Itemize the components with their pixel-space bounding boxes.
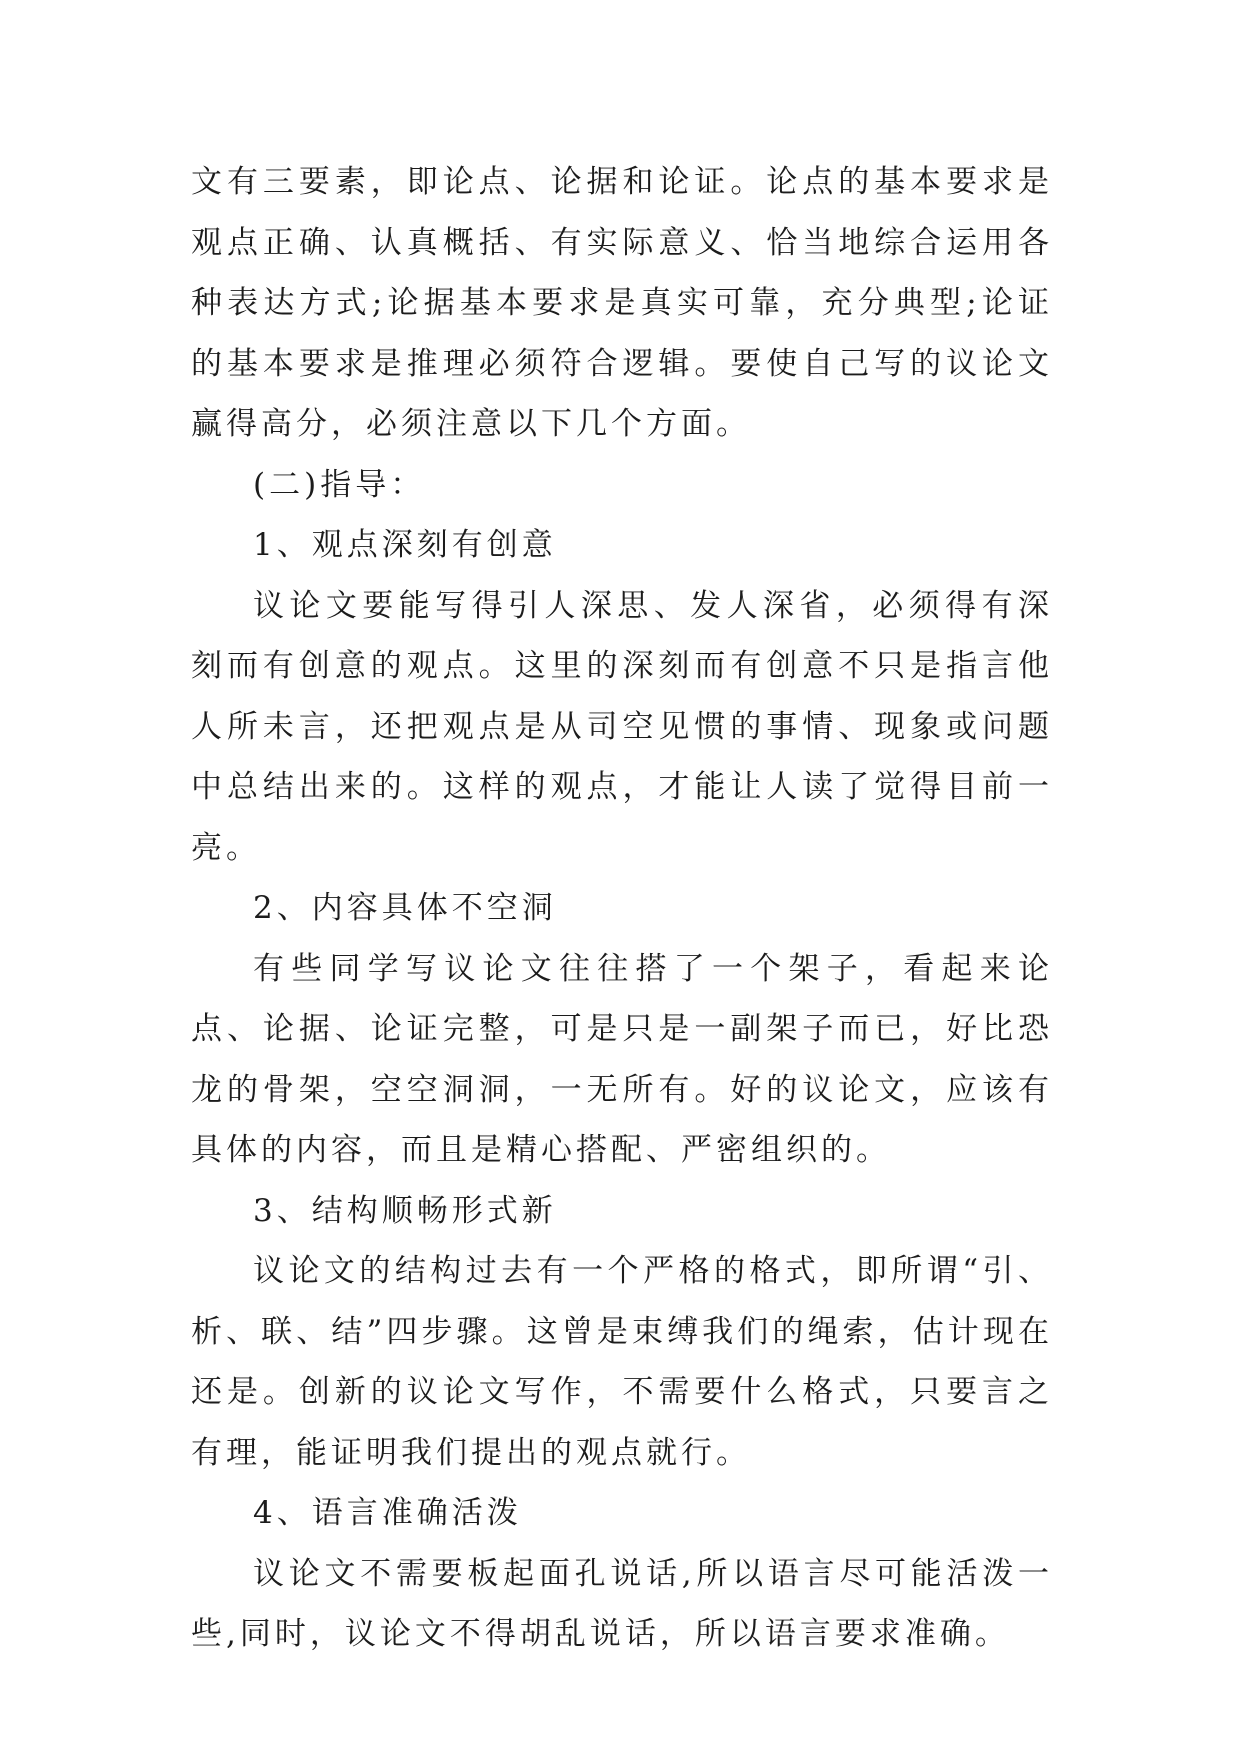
point-heading-2: 2、内容具体不空洞 (253, 890, 557, 926)
point-heading-4: 4、语言准确活泼 (253, 1495, 522, 1531)
document-page (191, 152, 1053, 1665)
point-heading-1: 1、观点深刻有创意 (253, 527, 557, 563)
point-paragraph-4: 议论文不需要板起面孔说话,所以语言尽可能活泼一些,同时，议论文不得胡乱说话，所以语言要求准确。 (191, 1555, 1053, 1652)
point-paragraph-1: 议论文要能写得引人深思、发人深省，必须得有深刻而有创意的观点。这里的深刻而有创意不只是指言他人所未言，还把观点是从司空见惯的事情、现象或问题中总结出来的。这样的观点，才能让人读了觉得目前一亮。 (191, 587, 1053, 866)
section-heading-guidance: (二)指导： (253, 466, 426, 503)
point-paragraph-3: 议论文的结构过去有一个严格的格式，即所谓“引、析、联、结”四步骤。这曾是束缚我们的绳索，估计现在还是。创新的议论文写作，不需要什么格式，只要言之有理，能证明我们提出的观点就行。 (191, 1253, 1053, 1471)
intro-paragraph: 文有三要素，即论点、论据和论证。论点的基本要求是观点正确、认真概括、有实际意义、恰当地综合运用各种表达方式;论据基本要求是真实可靠，充分典型;论证的基本要求是推理必须符合逻辑。要使自己写的议论文赢得高分，必须注意以下几个方面。 (191, 164, 1053, 442)
point-heading-3: 3、结构顺畅形式新 (253, 1192, 557, 1229)
point-paragraph-2: 有些同学写议论文往往搭了一个架子，看起来论点、论据、论证完整，可是只是一副架子而已，好比恐龙的骨架，空空洞洞，一无所有。好的议论文，应该有具体的内容，而且是精心搭配、严密组织的。 (191, 950, 1053, 1168)
